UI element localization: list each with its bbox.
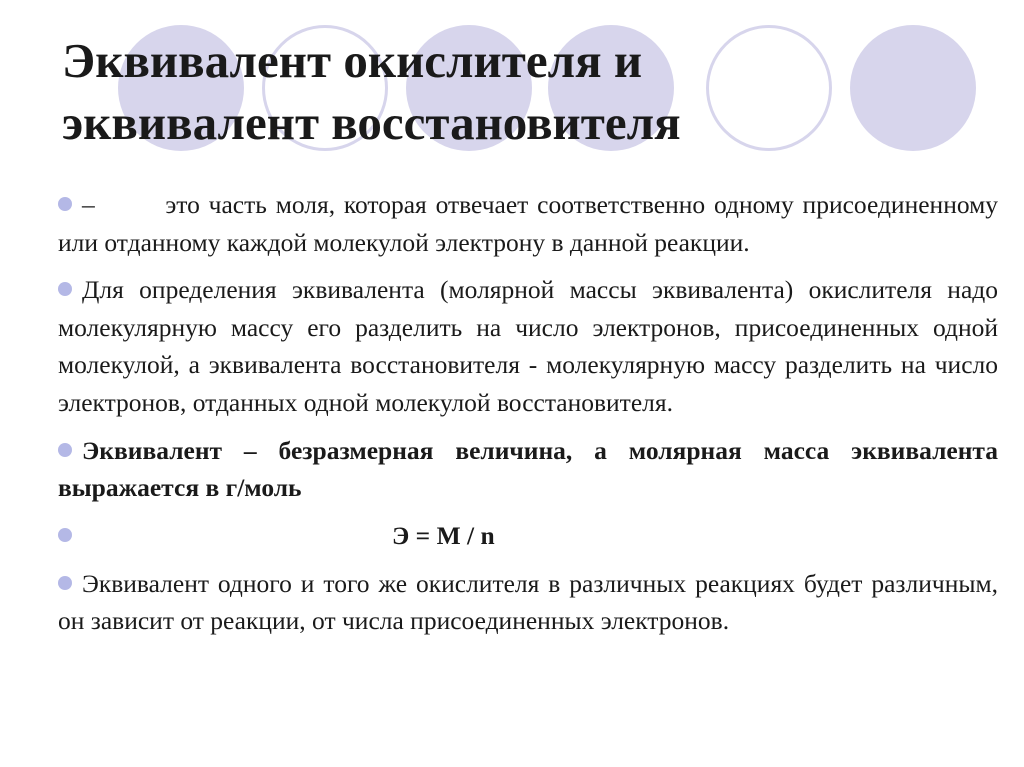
equivalent-formula: Э = М / n (392, 520, 495, 550)
bullet-text: Эквивалент – безразмерная величина, а молярная масса эквивалента выражается в г/моль (58, 435, 998, 503)
bullet-text: это часть моля, которая отвечает соответственно одному присоединенному или отданному каждой молекулой электрону в данной реакции. (58, 190, 998, 257)
title-line-2: эквивалент восстановителя (62, 95, 681, 150)
bullet-item-5 (58, 565, 998, 640)
slide-content (58, 186, 998, 650)
slide-title (62, 30, 962, 154)
bullet-dot-icon (58, 197, 72, 211)
bullet-dash: – (82, 190, 166, 219)
bullet-item-3 (58, 432, 998, 507)
bullet-dot-icon (58, 528, 72, 542)
bullet-text: Для определения эквивалента (молярной массы эквивалента) окислителя надо молекулярную массу его разделить на число электронов, присоединенных одной молекулой, а эквивалента восстановителя - молекулярную массу разделить на число электронов, отданных одной молекулой восстановителя. (58, 275, 998, 417)
bullet-item-1 (58, 186, 998, 261)
bullet-text: Эквивалент одного и того же окислителя в различных реакциях будет различным, он зависит от реакции, от числа присоединенных электронов. (58, 568, 998, 636)
bullet-item-2 (58, 271, 998, 421)
bullet-item-4 (58, 517, 998, 555)
bullet-dot-icon (58, 576, 72, 590)
title-line-1: Эквивалент окислителя и (62, 33, 643, 88)
bullet-dot-icon (58, 443, 72, 457)
bullet-dot-icon (58, 282, 72, 296)
